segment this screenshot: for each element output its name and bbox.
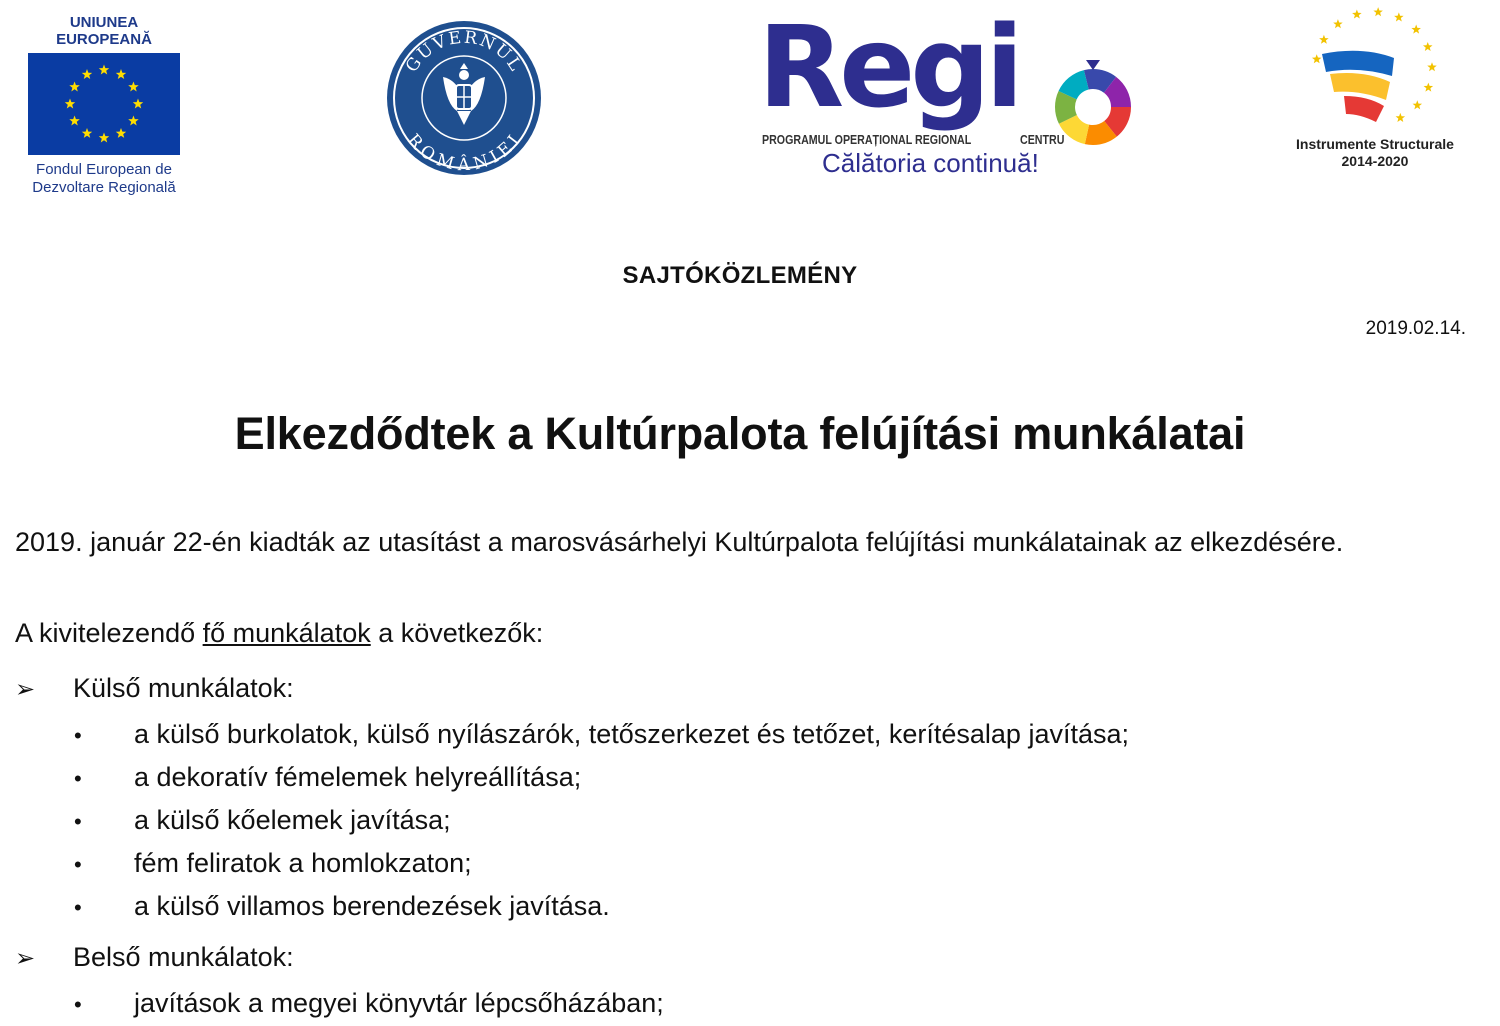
list-item xyxy=(74,885,1129,928)
instrument-star-icon xyxy=(1333,19,1343,28)
structural-instruments-icon xyxy=(1304,6,1444,128)
list-item xyxy=(74,799,1129,842)
instrument-star-icon xyxy=(1396,113,1406,122)
section-heading xyxy=(15,942,294,973)
arrow-bullet-icon: ➢ xyxy=(15,676,36,703)
lead-text-underlined: fő munkálatok xyxy=(202,618,371,648)
structural-instruments-line-1: Instrumente Structurale xyxy=(1296,136,1454,152)
list-item xyxy=(74,756,1129,799)
structural-instruments-line-2: 2014-2020 xyxy=(1341,153,1409,169)
bullet-icon: • xyxy=(74,992,82,1017)
bullet-icon: • xyxy=(74,723,82,748)
instrument-star-icon xyxy=(1424,83,1434,92)
bullet-icon: • xyxy=(74,895,82,920)
section-heading xyxy=(15,673,294,704)
instrument-star-icon xyxy=(1373,7,1383,16)
list-item xyxy=(74,982,664,1025)
instrument-star-icon xyxy=(1352,10,1362,19)
lead-paragraph xyxy=(15,618,543,649)
instrument-star-icon xyxy=(1319,35,1329,44)
eu-fund-line-1: Fondul European de xyxy=(36,161,172,178)
instrument-star-icon xyxy=(1423,42,1433,51)
section-title: Külső munkálatok: xyxy=(73,673,294,703)
logo-header xyxy=(0,0,1500,200)
lead-text-before: A kivitelezendő xyxy=(15,618,203,648)
regio-tagline: Călătoria continuă! xyxy=(822,148,1039,178)
list-item xyxy=(74,713,1129,756)
bullet-icon: • xyxy=(74,852,82,877)
seal-text-top: GUVERNUL xyxy=(401,27,527,77)
instrument-star-icon xyxy=(1413,100,1423,109)
eu-logo-title: UNIUNEA EUROPEANĂ xyxy=(56,14,152,48)
document-date: 2019.02.14. xyxy=(1365,318,1466,339)
intro-paragraph: 2019. január 22-én kiadták az utasítást a marosvásárhelyi Kultúrpalota felújítási munkálatainak az elkezdésére. xyxy=(15,527,1344,557)
list-item-text: fém feliratok a homlokzaton; xyxy=(134,848,472,878)
arrow-bullet-icon: ➢ xyxy=(15,945,36,972)
section-title: Belső munkálatok: xyxy=(73,942,294,972)
list-item-text: javítások a megyei könyvtár lépcsőházában; xyxy=(134,988,664,1018)
section-list xyxy=(74,713,1129,928)
document-heading: SAJTÓKÖZLEMÉNY xyxy=(622,262,858,289)
list-item-text: a dekoratív fémelemek helyreállítása; xyxy=(134,762,582,792)
list-item-text: a külső kőelemek javítása; xyxy=(134,805,451,835)
seal-text-bottom: ROMÂNIEI xyxy=(402,130,526,176)
eu-fund-name xyxy=(22,161,186,197)
government-seal-icon xyxy=(385,19,543,177)
eu-flag-icon xyxy=(28,53,180,155)
instrument-star-icon xyxy=(1411,25,1421,34)
instrument-star-icon xyxy=(1427,62,1437,71)
regio-region: CENTRU xyxy=(1020,132,1065,147)
bullet-icon: • xyxy=(74,809,82,834)
eu-fund-line-2: Dezvoltare Regională xyxy=(32,179,176,196)
structural-instruments-label xyxy=(1280,136,1470,170)
regio-program-name: PROGRAMUL OPERAȚIONAL REGIONAL xyxy=(762,132,972,147)
bullet-icon: • xyxy=(74,766,82,791)
list-item-text: a külső burkolatok, külső nyílászárók, tetőszerkezet és tetőzet, kerítésalap javítása; xyxy=(134,719,1129,749)
list-item-text: a külső villamos berendezések javítása. xyxy=(134,891,610,921)
instrument-star-icon xyxy=(1394,12,1404,21)
regio-logo xyxy=(758,3,1138,184)
document-title: Elkezdődtek a Kultúrpalota felújítási munkálatai xyxy=(234,408,1246,459)
section-list xyxy=(74,982,664,1025)
eu-logo xyxy=(22,14,186,197)
structural-instruments-logo xyxy=(1280,6,1470,178)
regio-wordmark: Regi xyxy=(758,3,1019,133)
list-item xyxy=(74,842,1129,885)
lead-text-after: a következők: xyxy=(370,618,544,648)
instrument-star-icon xyxy=(1312,54,1322,63)
